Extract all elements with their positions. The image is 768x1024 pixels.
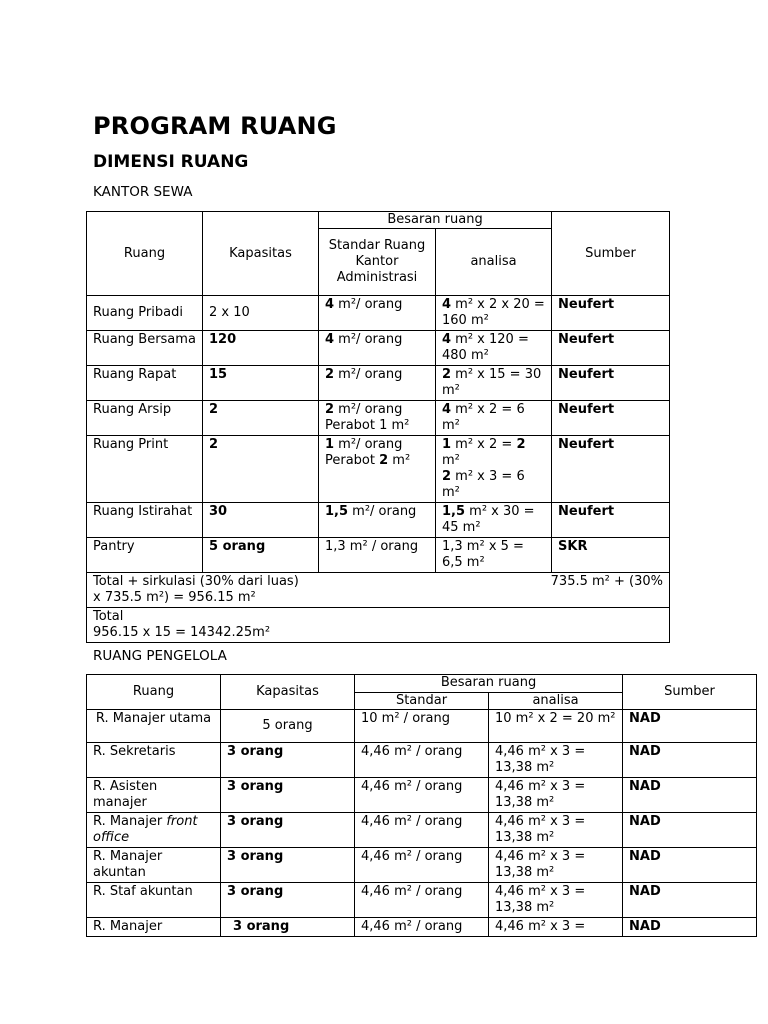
cell-analisa: 1 m² x 2 = 2 m² 2 m² x 3 = 6 m²	[436, 436, 552, 503]
cell-ruang: Ruang Istirahat	[87, 503, 203, 538]
cell-kapasitas: 3 orang	[221, 743, 355, 778]
cell-kapasitas: 3 orang	[221, 918, 355, 937]
cell-sumber: Neufert	[552, 331, 670, 366]
header-besaran-ruang: Besaran ruang	[319, 212, 552, 229]
table-row	[87, 436, 670, 503]
table-row	[87, 503, 670, 538]
cell-standar: 4,46 m² / orang	[355, 813, 489, 848]
cell-ruang: R. Manajer front office	[87, 813, 221, 848]
cell-kapasitas: 3 orang	[221, 778, 355, 813]
cell-standar: 10 m² / orang	[355, 710, 489, 743]
header-analisa: analisa	[436, 229, 552, 296]
cell-sumber: NAD	[623, 778, 757, 813]
table-row	[87, 710, 757, 743]
table-row	[87, 848, 757, 883]
cell-sumber: NAD	[623, 813, 757, 848]
cell-analisa: 4,46 m² x 3 = 13,38 m²	[489, 778, 623, 813]
cell-kapasitas: 3 orang	[221, 883, 355, 918]
cell-sumber: Neufert	[552, 503, 670, 538]
cell-sumber: NAD	[623, 710, 757, 743]
cell-analisa: 4,46 m² x 3 = 13,38 m²	[489, 883, 623, 918]
table-row	[87, 743, 757, 778]
cell-total: Total 956.15 x 15 = 14342.25m²	[87, 608, 670, 643]
cell-standar: 4,46 m² / orang	[355, 883, 489, 918]
cell-standar: 2 m²/ orang	[319, 366, 436, 401]
cell-sumber: Neufert	[552, 366, 670, 401]
table-row	[87, 366, 670, 401]
cell-kapasitas: 2	[203, 436, 319, 503]
header-kapasitas: Kapasitas	[203, 212, 319, 296]
table-row	[87, 538, 670, 573]
table-row	[87, 813, 757, 848]
header-ruang: Ruang	[87, 212, 203, 296]
cell-analisa: 4,46 m² x 3 = 13,38 m²	[489, 813, 623, 848]
table-header-row	[87, 212, 670, 229]
header-standar: Standar Ruang Kantor Administrasi	[319, 229, 436, 296]
cell-ruang: R. Staf akuntan	[87, 883, 221, 918]
cell-standar: 2 m²/ orang Perabot 1 m²	[319, 401, 436, 436]
cell-standar: 4,46 m² / orang	[355, 778, 489, 813]
cell-standar: 4,46 m² / orang	[355, 743, 489, 778]
cell-ruang: R. Manajer	[87, 918, 221, 937]
cell-analisa: 4,46 m² x 3 = 13,38 m²	[489, 743, 623, 778]
cell-ruang: R. Manajer akuntan	[87, 848, 221, 883]
cell-kapasitas: 30	[203, 503, 319, 538]
cell-kapasitas: 5 orang	[203, 538, 319, 573]
page-subtitle: DIMENSI RUANG	[93, 152, 249, 172]
cell-sumber: NAD	[623, 743, 757, 778]
cell-standar: 1,3 m² / orang	[319, 538, 436, 573]
page-title: PROGRAM RUANG	[93, 112, 337, 140]
cell-analisa: 2 m² x 15 = 30 m²	[436, 366, 552, 401]
cell-kapasitas: 3 orang	[221, 848, 355, 883]
table-row	[87, 296, 670, 331]
table-row	[87, 331, 670, 366]
cell-kapasitas: 15	[203, 366, 319, 401]
cell-analisa: 4,46 m² x 3 = 13,38 m²	[489, 848, 623, 883]
cell-standar: 4,46 m² / orang	[355, 848, 489, 883]
cell-ruang: R. Manajer utama	[87, 710, 221, 743]
cell-analisa: 4 m² x 2 x 20 = 160 m²	[436, 296, 552, 331]
cell-kapasitas: 2 x 10	[203, 296, 319, 331]
cell-ruang: Ruang Rapat	[87, 366, 203, 401]
table-row	[87, 918, 757, 937]
cell-kapasitas: 2	[203, 401, 319, 436]
total-sirkulasi-row	[87, 573, 670, 608]
table-row	[87, 883, 757, 918]
cell-sumber: Neufert	[552, 401, 670, 436]
total-row	[87, 608, 670, 643]
cell-analisa: 1,3 m² x 5 = 6,5 m²	[436, 538, 552, 573]
header-analisa: analisa	[489, 692, 623, 710]
cell-sumber: SKR	[552, 538, 670, 573]
table-row	[87, 778, 757, 813]
cell-analisa: 4 m² x 120 = 480 m²	[436, 331, 552, 366]
cell-sumber: Neufert	[552, 296, 670, 331]
cell-analisa: 10 m² x 2 = 20 m²	[489, 710, 623, 743]
cell-standar: 1 m²/ orang Perabot 2 m²	[319, 436, 436, 503]
cell-ruang: Pantry	[87, 538, 203, 573]
header-kapasitas: Kapasitas	[221, 675, 355, 710]
table-kantor-sewa	[86, 211, 670, 643]
cell-ruang: Ruang Arsip	[87, 401, 203, 436]
cell-analisa: 1,5 m² x 30 = 45 m²	[436, 503, 552, 538]
cell-ruang: R. Asisten manajer	[87, 778, 221, 813]
table-row	[87, 401, 670, 436]
cell-total-sirkulasi: Total + sirkulasi (30% dari luas) 735.5 m² + (30% x 735.5 m²) = 956.15 m²	[87, 573, 670, 608]
cell-ruang: Ruang Print	[87, 436, 203, 503]
header-standar: Standar	[355, 692, 489, 710]
header-sumber: Sumber	[623, 675, 757, 710]
section-heading-kantor-sewa: KANTOR SEWA	[93, 184, 193, 200]
cell-standar: 4 m²/ orang	[319, 296, 436, 331]
cell-sumber: NAD	[623, 848, 757, 883]
section-heading-ruang-pengelola: RUANG PENGELOLA	[93, 648, 227, 664]
cell-sumber: NAD	[623, 883, 757, 918]
table-header-row	[87, 675, 757, 693]
header-sumber: Sumber	[552, 212, 670, 296]
cell-ruang: Ruang Pribadi	[87, 296, 203, 331]
cell-kapasitas: 5 orang	[221, 710, 355, 743]
cell-ruang: R. Sekretaris	[87, 743, 221, 778]
table-ruang-pengelola	[86, 674, 757, 937]
cell-kapasitas: 3 orang	[221, 813, 355, 848]
cell-standar: 4,46 m² / orang	[355, 918, 489, 937]
cell-analisa: 4,46 m² x 3 =	[489, 918, 623, 937]
header-besaran-ruang: Besaran ruang	[355, 675, 623, 693]
cell-standar: 4 m²/ orang	[319, 331, 436, 366]
cell-sumber: NAD	[623, 918, 757, 937]
cell-ruang: Ruang Bersama	[87, 331, 203, 366]
header-ruang: Ruang	[87, 675, 221, 710]
cell-kapasitas: 120	[203, 331, 319, 366]
cell-analisa: 4 m² x 2 = 6 m²	[436, 401, 552, 436]
cell-sumber: Neufert	[552, 436, 670, 503]
cell-standar: 1,5 m²/ orang	[319, 503, 436, 538]
